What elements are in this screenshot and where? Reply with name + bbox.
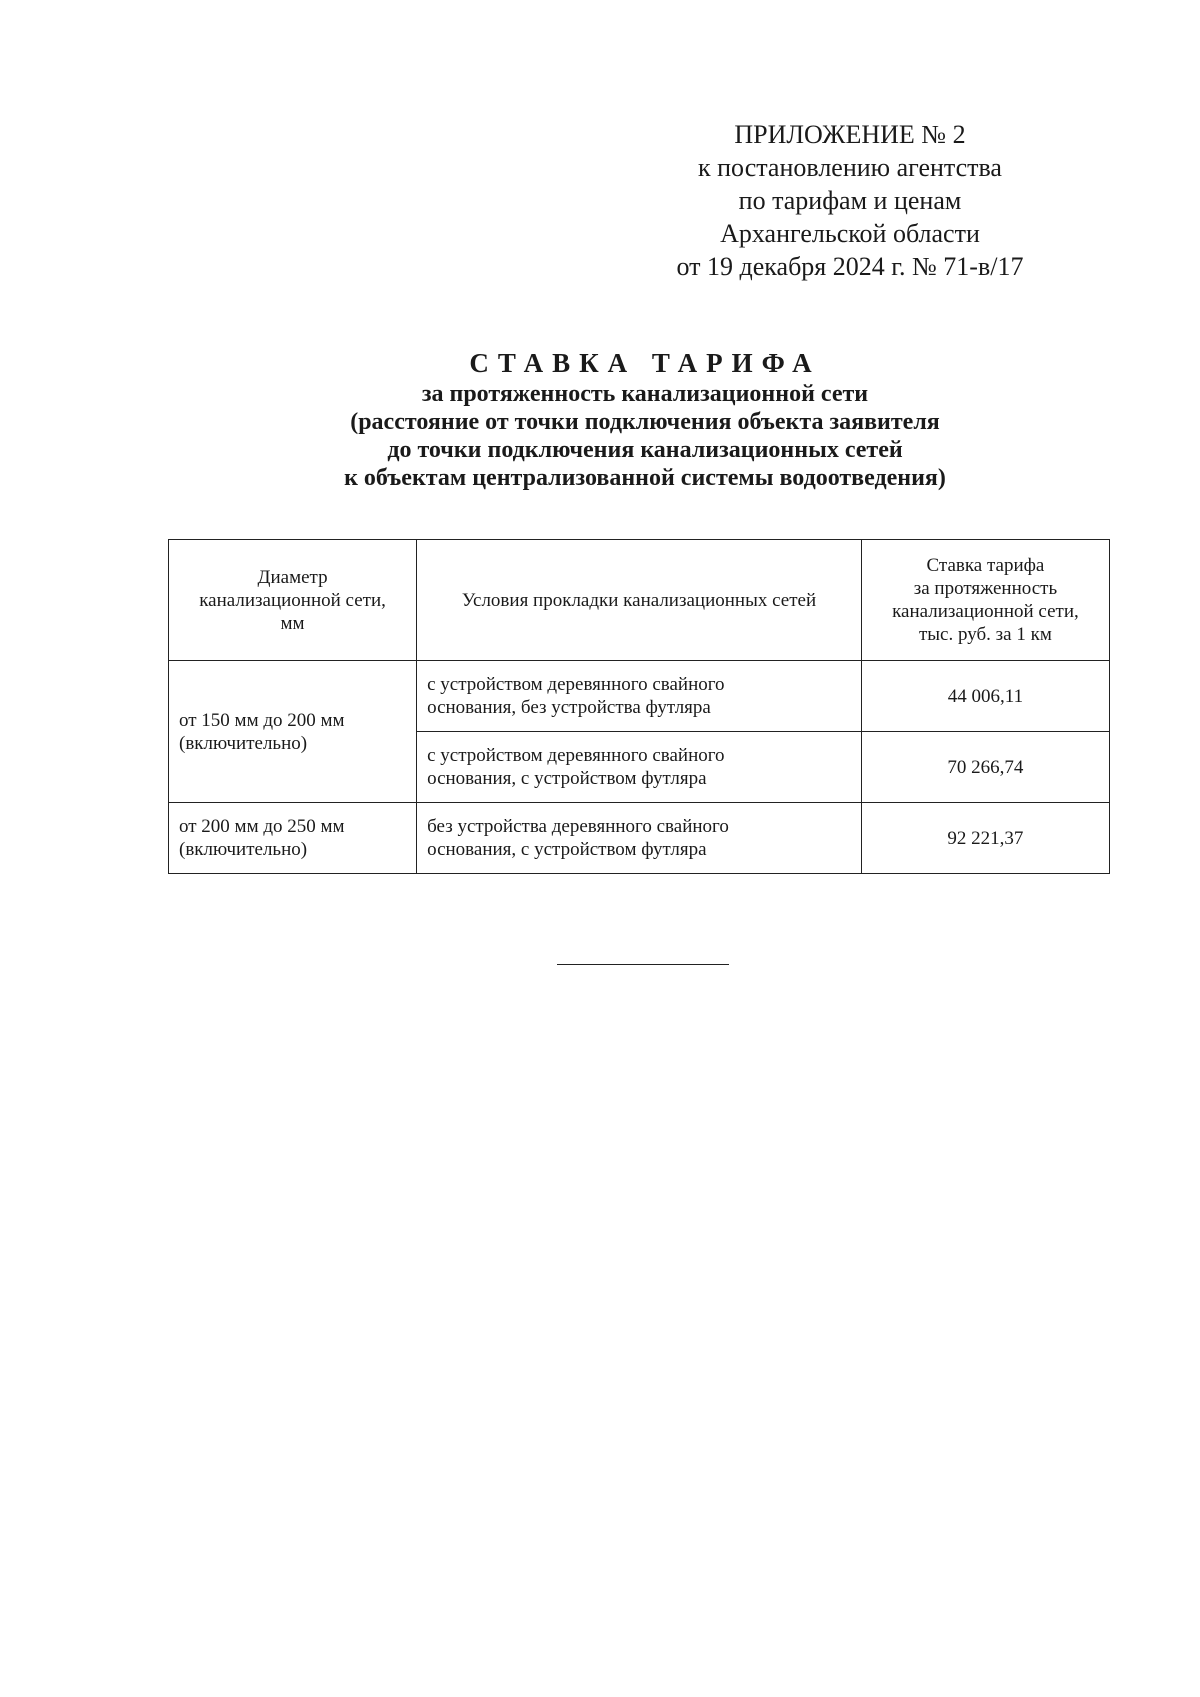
- appendix-region: Архангельской области: [720, 219, 980, 248]
- header-diameter: Диаметр канализационной сети, мм: [169, 540, 417, 661]
- appendix-header: [640, 118, 1060, 283]
- appendix-date-number: от 19 декабря 2024 г. № 71-в/17: [676, 252, 1024, 281]
- title-main: СТАВКА ТАРИФА: [469, 348, 821, 378]
- end-divider: [557, 964, 729, 965]
- title-line-1: за протяженность канализационной сети: [421, 381, 869, 407]
- header-conditions: Условия прокладки канализационных сетей: [417, 540, 862, 661]
- appendix-agency: по тарифам и ценам: [738, 186, 962, 215]
- tariff-table: [168, 539, 1110, 874]
- rate-cell: 44 006,11: [861, 661, 1109, 732]
- rate-cell: 70 266,74: [861, 732, 1109, 803]
- diameter-cell: от 200 мм до 250 мм (включительно): [169, 803, 417, 874]
- condition-cell: без устройства деревянного свайного основания, с устройством футляра: [417, 803, 862, 874]
- table-row: [169, 803, 1110, 874]
- rate-cell: 92 221,37: [861, 803, 1109, 874]
- title-line-3: до точки подключения канализационных сетей: [387, 437, 903, 463]
- table-header-row: [169, 540, 1110, 661]
- table-row: [169, 661, 1110, 732]
- condition-cell: с устройством деревянного свайного основания, с устройством футляра: [417, 732, 862, 803]
- title-line-2: (расстояние от точки подключения объекта заявителя: [350, 409, 940, 435]
- appendix-number: ПРИЛОЖЕНИЕ № 2: [734, 120, 966, 149]
- appendix-resolution-ref: к постановлению агентства: [698, 153, 1002, 182]
- condition-cell: с устройством деревянного свайного основания, без устройства футляра: [417, 661, 862, 732]
- header-rate: Ставка тарифа за протяженность канализационной сети, тыс. руб. за 1 км: [861, 540, 1109, 661]
- diameter-cell: от 150 мм до 200 мм (включительно): [169, 661, 417, 803]
- title-line-4: к объектам централизованной системы водоотведения): [344, 465, 946, 491]
- document-title: [100, 346, 1190, 492]
